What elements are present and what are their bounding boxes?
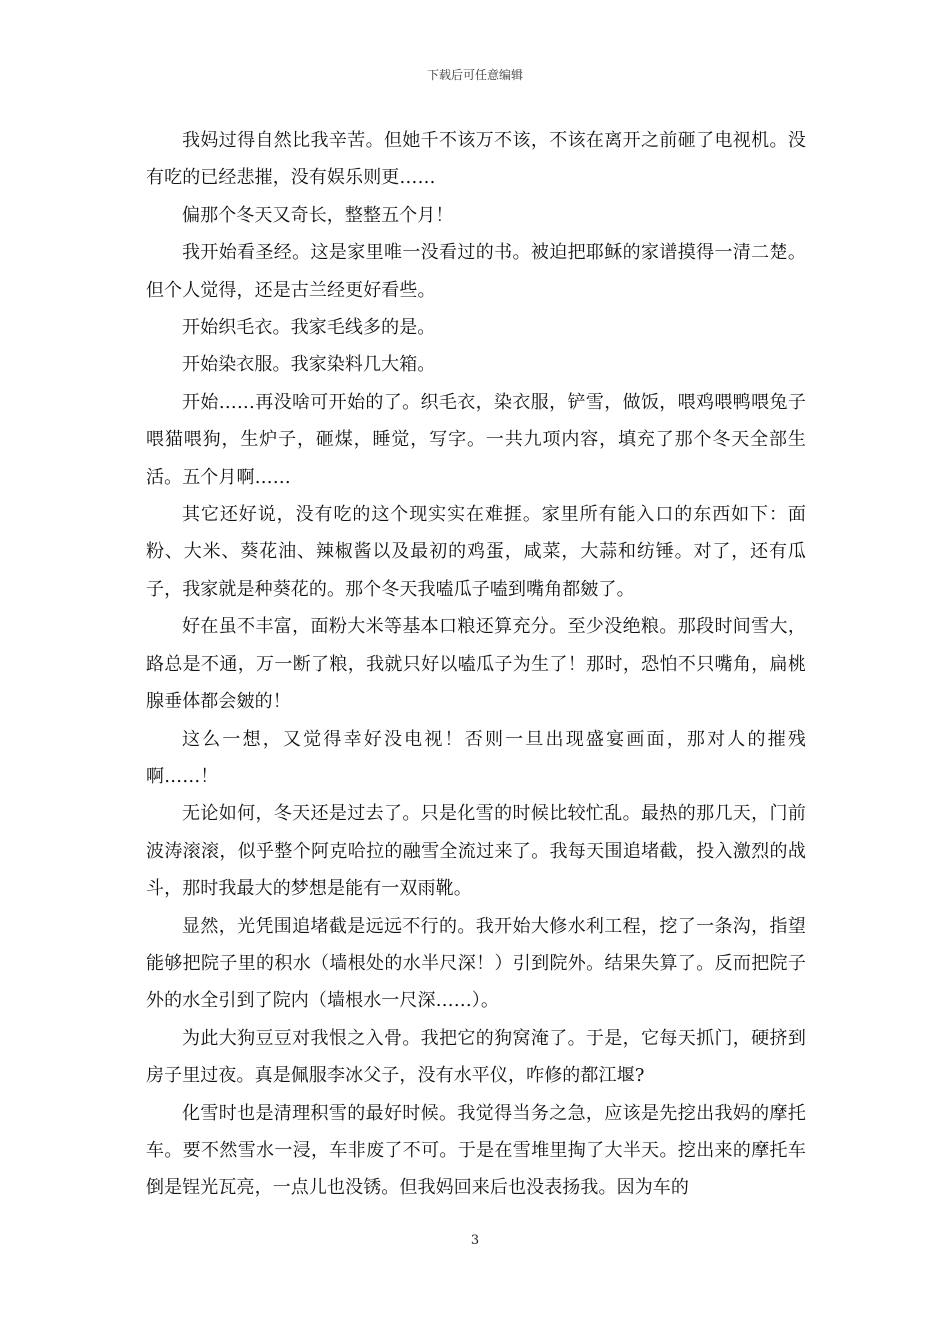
paragraph: 这么一想，又觉得幸好没电视！否则一旦出现盛宴画面，那对人的摧残啊……！	[146, 728, 806, 787]
paragraph: 显然，光凭围追堵截是远远不行的。我开始大修水利工程，挖了一条沟，指望能够把院子里的积水（墙根处的水半尺深！）引到院外。结果失算了。反而把院子外的水全引到了院内（墙根水一尺深……）。	[146, 915, 806, 1012]
paragraph: 无论如何，冬天还是过去了。只是化雪的时候比较忙乱。最热的那几天，门前波涛滚滚，似乎整个阿克哈拉的融雪全流过来了。我每天围追堵截，投入激烈的战斗，那时我最大的梦想是能有一双雨靴。	[146, 803, 806, 900]
page-header: 下载后可任意编辑	[426, 68, 523, 82]
body-text	[146, 122, 806, 1207]
paragraph: 好在虽不丰富，面粉大米等基本口粮还算充分。至少没绝粮。那段时间雪大，路总是不通，万一断了粮，我就只好以嗑瓜子为生了！那时，恐怕不只嘴角，扁桃腺垂体都会皴的！	[146, 616, 806, 713]
paragraph: 偏那个冬天又奇长，整整五个月！	[182, 204, 454, 226]
paragraph: 其它还好说，没有吃的这个现实实在难捱。家里所有能入口的东西如下：面粉、大米、葵花油、辣椒酱以及最初的鸡蛋，咸菜，大蒜和纺锤。对了，还有瓜子，我家就是种葵花的。那个冬天我嗑瓜子嗑到嘴角都皴了。	[146, 504, 806, 600]
paragraph: 我开始看圣经。这是家里唯一没看过的书。被迫把耶稣的家谱摸得一清二楚。但个人觉得，还是古兰经更好看些。	[146, 242, 806, 301]
paragraph: 开始染衣服。我家染料几大箱。	[182, 354, 436, 376]
paragraph: 为此大狗豆豆对我恨之入骨。我把它的狗窝淹了。于是，它每天抓门，硬挤到房子里过夜。真是佩服李冰父子，没有水平仪，咋修的都江堰?	[146, 1027, 806, 1087]
paragraph: 化雪时也是清理积雪的最好时候。我觉得当务之急，应该是先挖出我妈的摩托车。要不然雪水一浸，车非废了不可。于是在雪堆里掏了大半天。挖出来的摩托车倒是锃光瓦亮，一点儿也没锈。但我妈回来后也没表扬我。因为车的	[146, 1102, 806, 1199]
paragraph: 开始……再没啥可开始的了。织毛衣，染衣服，铲雪，做饭，喂鸡喂鸭喂兔子喂猫喂狗，生炉子，砸煤，睡觉，写字。一共九项内容，填充了那个冬天全部生活。五个月啊……	[146, 391, 806, 488]
page-number: 3	[470, 1233, 480, 1248]
paragraph: 我妈过得自然比我辛苦。但她千不该万不该，不该在离开之前砸了电视机。没有吃的已经悲摧，没有娱乐则更……	[146, 130, 806, 189]
paragraph: 开始织毛衣。我家毛线多的是。	[182, 317, 436, 339]
